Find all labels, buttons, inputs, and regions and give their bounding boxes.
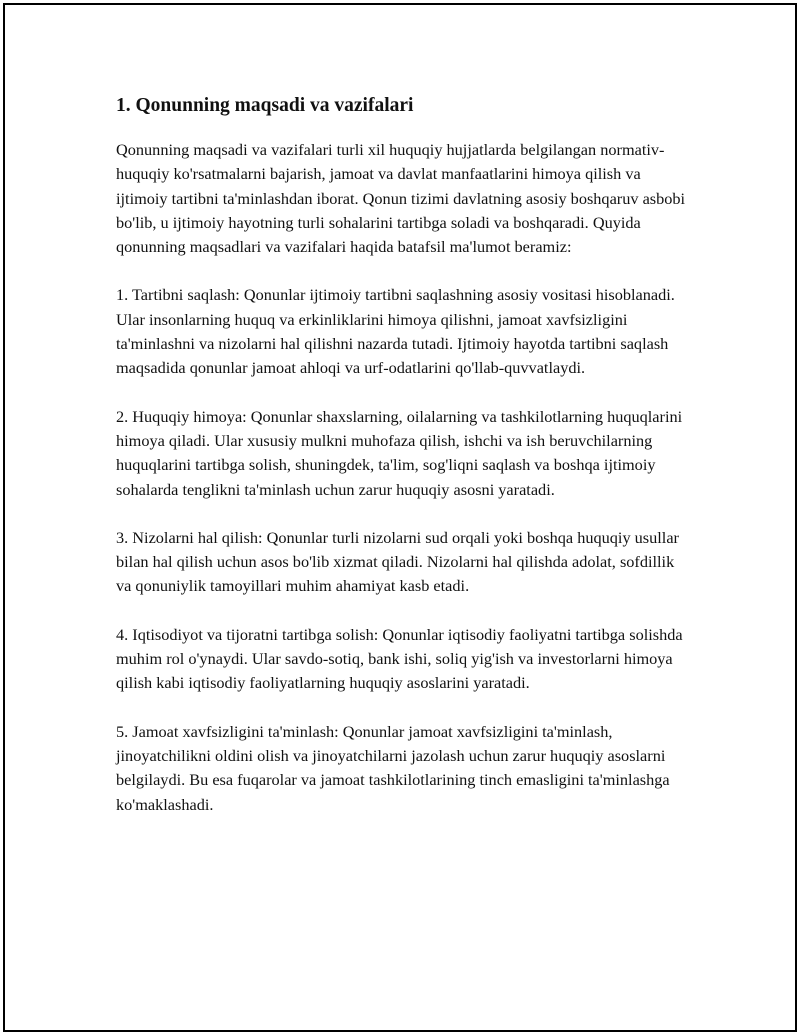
paragraph-legal-protection: 2. Huquqiy himoya: Qonunlar shaxslarning, oilalarning va tashkilotlarning huquqlarini himoya qiladi. Ular xususiy mulkni muhofaza qilish, ishchi va ish beruvchilarning huquqlarini tartibga solish, shuningdek, ta'lim, sog'liqni saqlash va boshqa ijtimoiy sohalarda tenglikni ta'minlash uchun zarur huquqiy asosni yaratadi.: [116, 406, 683, 499]
intro-paragraph: Qonunning maqsadi va vazifalari turli xil huquqiy hujjatlarda belgilangan normativ-huquqiy ko'rsatmalarni bajarish, jamoat va davlat manfaatlarini himoya qilish va ijtimoiy tartibni ta'minlashdan iborat. Qonun tizimi davlatning asosiy boshqaruv asbobi bo'lib, u ijtimoiy hayotning turli sohalarini tartibga soladi va boshqaradi. Quyida qonunning maqsadlari va vazifalari haqida batafsil ma'lumot beramiz:: [116, 140, 686, 257]
paragraph-economy: 4. Iqtisodiyot va tijoratni tartibga solish: Qonunlar iqtisodiy faoliyatni tartibga solishda muhim rol o'ynaydi. Ular savdo-sotiq, bank ishi, soliq yig'ish va investorlarni himoya qilish kabi iqtisodiy faoliyatlarning huquqiy asoslarini yaratadi.: [116, 624, 683, 693]
paragraph-order: 1. Tartibni saqlash: Qonunlar ijtimoiy tartibni saqlashning asosiy vositasi hisoblanadi. Ular insonlarning huquq va erkinliklarini himoya qilishni, jamoat xavfsizligini ta'minlashni va nizolarni hal qilishni nazarda tutadi. Ijtimoiy hayotda tartibni saqlash maqsadida qonunlar jamoat ahloqi va urf-odatlarini qo'llab-quvvatlaydi.: [116, 285, 675, 378]
document-body: [116, 92, 686, 841]
document-title: 1. Qonunning maqsadi va vazifalari: [116, 95, 414, 116]
paragraph-dispute-resolution: 3. Nizolarni hal qilish: Qonunlar turli nizolarni sud orqali yoki boshqa huquqiy usullar bilan hal qilish uchun asos bo'lib xizmat qiladi. Nizolarni hal qilishda adolat, sofdillik va qonuniylik tamoyillari muhim ahamiyat kasb etadi.: [116, 527, 679, 596]
paragraph-public-safety: 5. Jamoat xavfsizligini ta'minlash: Qonunlar jamoat xavfsizligini ta'minlash, jinoyatchilikni oldini olish va jinoyatchilarni jazolash uchun zarur huquqiy asoslarni belgilaydi. Bu esa fuqarolar va jamoat tashkilotlarining tinch emasligini ta'minlashga ko'maklashadi.: [116, 721, 670, 814]
